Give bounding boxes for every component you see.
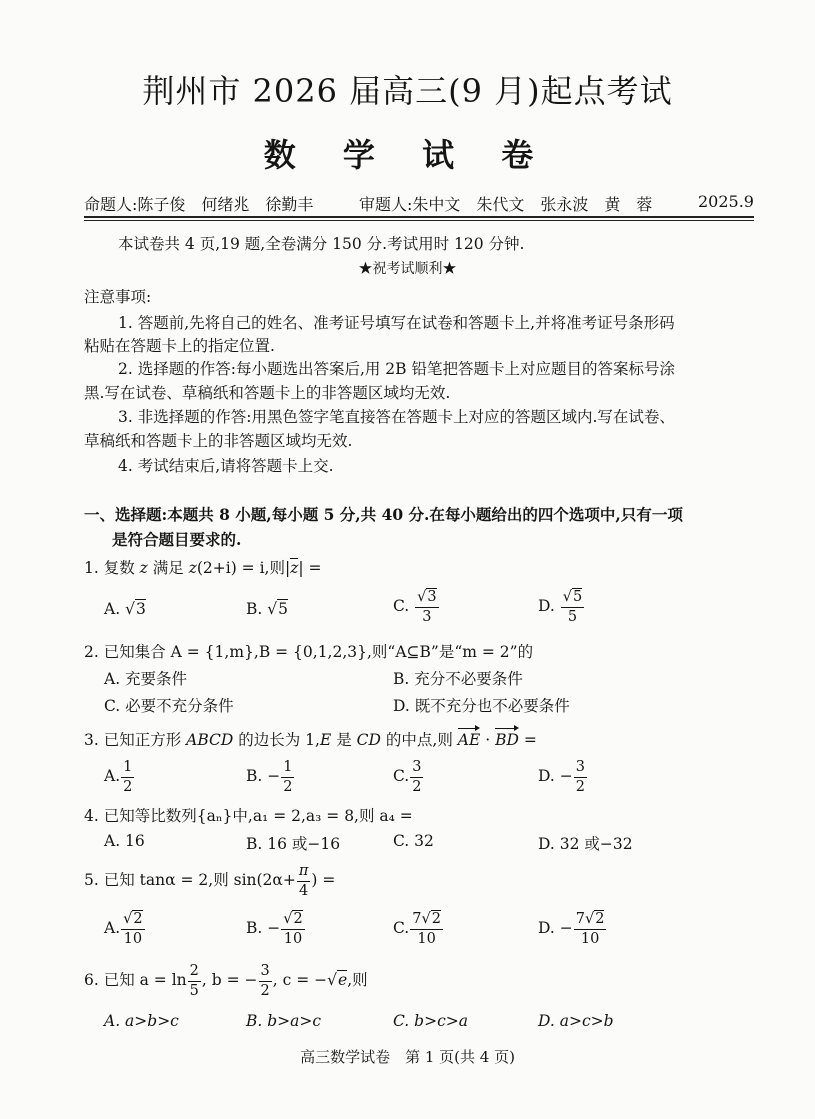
notes-heading: 注意事项: bbox=[84, 288, 152, 306]
q2-option-b: B. 充分不必要条件 bbox=[393, 670, 523, 688]
q6-option-b: B. b>a>c bbox=[246, 1012, 322, 1030]
header-rule-thin bbox=[84, 220, 754, 221]
q4-option-a: A. 16 bbox=[104, 832, 145, 850]
q2-option-a: A. 充要条件 bbox=[104, 670, 188, 688]
exam-title: 荆州市 2026 届高三(9 月)起点考试 bbox=[142, 72, 673, 110]
setters: 命题人:陈子俊 何绪兆 徐勤丰 bbox=[84, 195, 314, 214]
q3-option-d: D. − $\frac{3}{2}$ bbox=[538, 759, 585, 795]
q3-option-b: B. − $\frac{1}{2}$ bbox=[246, 759, 293, 795]
q5-option-c: C. $\frac{7√2}{10}$ bbox=[393, 911, 441, 947]
question-1-stem: 1. 复数 z 满足 z(2+i) = i,则|z| = bbox=[84, 559, 322, 577]
q1-option-a: A. √3 bbox=[104, 600, 146, 618]
section-1-heading: 一、选择题:本题共 8 小题,每小题 5 分,共 40 分.在每小题给出的四个选项中,只有一项 bbox=[84, 505, 683, 524]
q3-option-a: A. $\frac{1}{2}$ bbox=[104, 759, 133, 795]
question-4-stem: 4. 已知等比数列{aₙ}中,a₁ = 2,a₃ = 8,则 a₄ = bbox=[84, 807, 413, 825]
question-5-stem: 5. 已知 tanα = 2,则 sin(2α+ $\frac{\pi}{4}$ ) = bbox=[84, 863, 336, 899]
q5-option-d: D. − $\frac{7√2}{10}$ bbox=[538, 911, 605, 947]
note-4: 4. 考试结束后,请将答题卡上交. bbox=[118, 457, 334, 475]
q2-option-d: D. 既不充分也不必要条件 bbox=[393, 697, 570, 715]
q1-option-b: B. √5 bbox=[246, 600, 289, 618]
note-3b: 草稿纸和答题卡上的非答题区域均无效. bbox=[84, 432, 353, 450]
note-1a: 1. 答题前,先将自己的姓名、准考证号填写在试卷和答题卡上,并将准考证号条形码 bbox=[118, 314, 675, 332]
exam-info: 本试卷共 4 页,19 题,全卷满分 150 分.考试用时 120 分钟. bbox=[118, 235, 525, 253]
q1-option-c: C. $\frac{√3}{3}$ bbox=[393, 589, 437, 625]
q1-option-d: D. $\frac{√5}{5}$ bbox=[538, 589, 583, 625]
exam-date: 2025.9 bbox=[698, 192, 754, 211]
note-2b: 黑.写在试卷、草稿纸和答题卡上的非答题区域均无效. bbox=[84, 384, 451, 402]
header-rule-thick bbox=[84, 216, 754, 218]
note-2a: 2. 选择题的作答:每小题选出答案后,用 2B 铅笔把答题卡上对应题目的答案标号涂 bbox=[118, 360, 675, 378]
q2-option-c: C. 必要不充分条件 bbox=[104, 697, 234, 715]
q6-option-a: A. a>b>c bbox=[104, 1012, 179, 1030]
q5-option-a: A. $\frac{√2}{10}$ bbox=[104, 911, 143, 947]
q4-option-d: D. 32 或−32 bbox=[538, 835, 633, 853]
q3-option-c: C. $\frac{3}{2}$ bbox=[393, 759, 422, 795]
note-3a: 3. 非选择题的作答:用黑色签字笔直接答在答题卡上对应的答题区域内.写在试卷、 bbox=[118, 408, 675, 426]
section-1-heading-cont: 是符合题目要求的. bbox=[112, 530, 242, 549]
reviewers: 审题人:朱中文 朱代文 张永波 黄 蓉 bbox=[359, 195, 653, 214]
q4-option-c: C. 32 bbox=[393, 832, 434, 850]
q4-option-b: B. 16 或−16 bbox=[246, 835, 341, 853]
question-2-stem: 2. 已知集合 A = {1,m},B = {0,1,2,3},则“A⊆B”是“m = 2”的 bbox=[84, 643, 534, 661]
author-line bbox=[84, 192, 754, 215]
vector-bd: BD bbox=[495, 731, 519, 749]
note-1b: 粘贴在答题卡上的指定位置. bbox=[84, 337, 275, 355]
page-footer: 高三数学试卷 第 1 页(共 4 页) bbox=[300, 1048, 515, 1066]
q6-option-c: C. b>c>a bbox=[393, 1012, 468, 1030]
exam-subject: 数 学 试 卷 bbox=[263, 136, 552, 174]
good-luck-line: ★祝考试顺利★ bbox=[358, 261, 457, 277]
q5-option-b: B. − $\frac{√2}{10}$ bbox=[246, 911, 303, 947]
vector-ae: AE bbox=[457, 731, 481, 749]
q6-option-d: D. a>c>b bbox=[538, 1012, 614, 1030]
question-6-stem: 6. 已知 a = ln $\frac{2}{5}$ , b = − $\frac{3}{2}$ , c = −√e,则 bbox=[84, 963, 368, 999]
question-3-stem: 3. 已知正方形 ABCD 的边长为 1,E 是 CD 的中点,则 AE · BD = bbox=[84, 731, 537, 749]
